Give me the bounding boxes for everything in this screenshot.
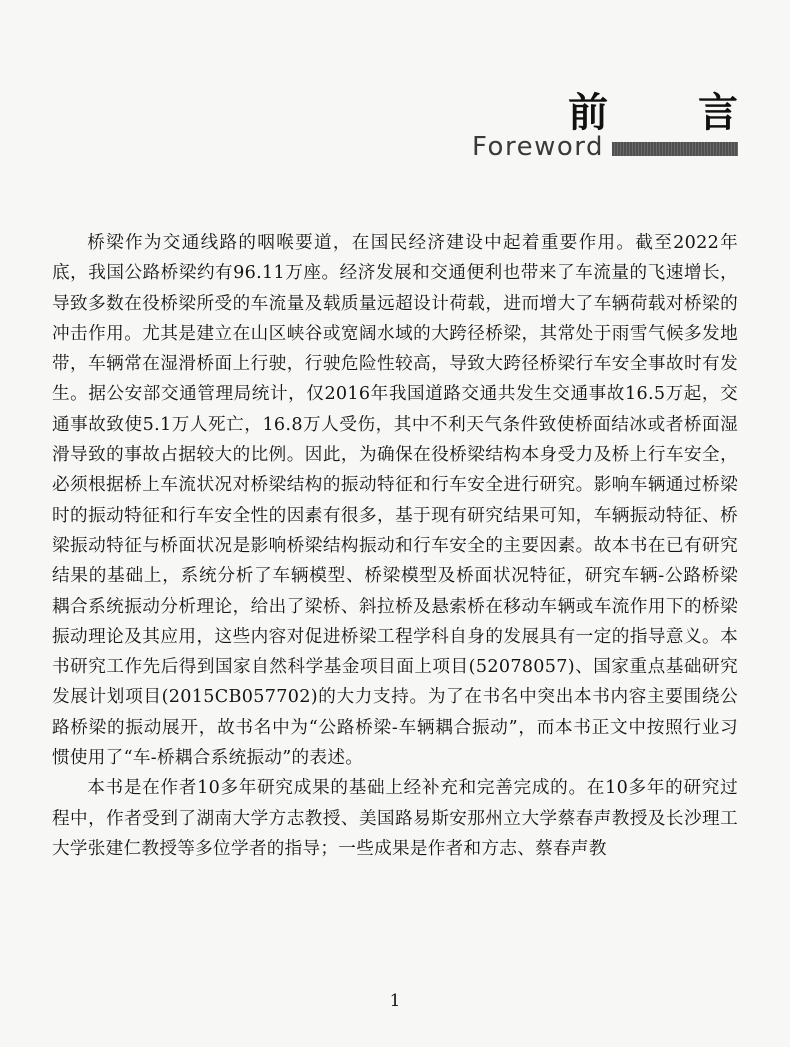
decorative-bar bbox=[612, 142, 738, 156]
page-title: 前 言 bbox=[568, 90, 776, 136]
page-subtitle: Foreword bbox=[472, 132, 604, 162]
page-number: 1 bbox=[389, 991, 401, 1011]
paragraph-1: 桥梁作为交通线路的咽喉要道，在国民经济建设中起着重要作用。截至2022年底，我国公路桥梁约有96.11万座。经济发展和交通便利也带来了车流量的飞速增长，导致多数在役桥梁所受的车流量及载质量远超设计荷载，进而增大了车辆荷载对桥梁的冲击作用。尤其是建立在山区峡谷或宽阔水域的大跨径桥梁，其常处于雨雪气候多发地带，车辆常在湿滑桥面上行驶，行驶危险性较高，导致大跨径桥梁行车安全事故时有发生。据公安部交通管理局统计，仅2016年我国道路交通共发生交通事故16.5万起，交通事故致使5.1万人死亡，16.8万人受伤，其中不利天气条件致使桥面结冰或者桥面湿滑导致的事故占据较大的比例。因此，为确保在役桥梁结构本身受力及桥上行车安全，必须根据桥上车流状况对桥梁结构的振动特征和行车安全进行研究。影响车辆通过桥梁时的振动特征和行车安全性的因素有很多，基于现有研究结果可知，车辆振动特征、桥梁振动特征与桥面状况是影响桥梁结构振动和行车安全的主要因素。故本书在已有研究结果的基础上，系统分析了车辆模型、桥梁模型及桥面状况特征，研究车辆-公路桥梁耦合系统振动分析理论，给出了梁桥、斜拉桥及悬索桥在移动车辆或车流作用下的桥梁振动理论及其应用，这些内容对促进桥梁工程学科自身的发展具有一定的指导意义。本书研究工作先后得到国家自然科学基金项目面上项目(52078057)、国家重点基础研究发展计划项目(2015CB057702)的大力支持。为了在书名中突出本书内容主要围绕公路桥梁的振动展开，故书名中为“公路桥梁-车辆耦合振动”，而本书正文中按照行业习惯使用了“车-桥耦合系统振动”的表述。 bbox=[52, 233, 738, 769]
paragraph-2: 本书是在作者10多年研究成果的基础上经补充和完善完成的。在10多年的研究过程中，作者受到了湖南大学方志教授、美国路易斯安那州立大学蔡春声教授及长沙理工大学张建仁教授等多位学者的指导；一些成果是作者和方志、蔡春声教 bbox=[52, 778, 738, 859]
body-text bbox=[52, 228, 738, 864]
subtitle-row bbox=[472, 130, 738, 164]
